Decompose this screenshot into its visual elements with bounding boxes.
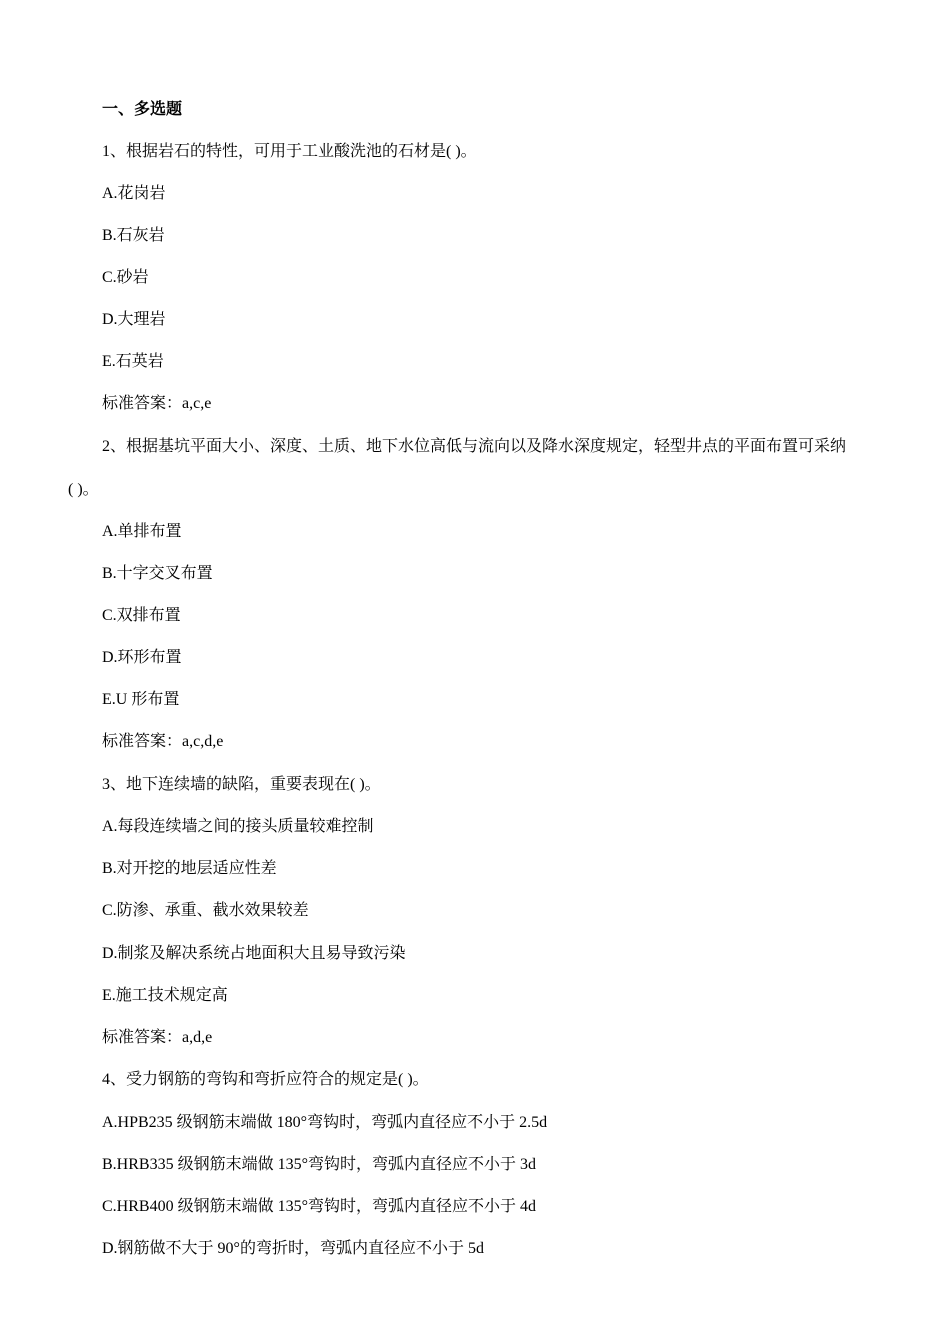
question-2-option-e: E.U 形布置 (102, 691, 180, 708)
question-3-option-b: B.对开挖的地层适应性差 (102, 860, 277, 877)
question-1-option-e: E.石英岩 (102, 353, 164, 370)
question-2-option-d: D.环形布置 (102, 649, 182, 666)
question-3-option-c: C.防渗、承重、截水效果较差 (102, 902, 309, 919)
question-3-option-e: E.施工技术规定高 (102, 987, 228, 1004)
question-4-option-c: C.HRB400 级钢筋末端做 135°弯钩时，弯弧内直径应不小于 4d (102, 1198, 536, 1215)
question-4-option-d: D.钢筋做不大于 90°的弯折时，弯弧内直径应不小于 5d (102, 1240, 484, 1257)
section-title: 一、多选题 (102, 101, 183, 118)
question-1-answer: 标准答案：a,c,e (102, 395, 212, 412)
question-4-option-b: B.HRB335 级钢筋末端做 135°弯钩时，弯弧内直径应不小于 3d (102, 1156, 536, 1173)
question-2-stem-line2: ( )。 (68, 481, 99, 498)
question-1-option-b: B.石灰岩 (102, 227, 165, 244)
question-2-option-a: A.单排布置 (102, 523, 182, 540)
question-4-option-a: A.HPB235 级钢筋末端做 180°弯钩时，弯弧内直径应不小于 2.5d (102, 1114, 548, 1131)
question-2-stem-line1: 2、根据基坑平面大小、深度、土质、地下水位高低与流向以及降水深度规定，轻型井点的平面布置可采纳 (102, 438, 847, 455)
question-2-option-c: C.双排布置 (102, 607, 181, 624)
question-3-stem: 3、地下连续墙的缺陷，重要表现在( )。 (102, 776, 381, 793)
question-2-answer: 标准答案：a,c,d,e (102, 733, 224, 750)
question-1-option-a: A.花岗岩 (102, 185, 166, 202)
question-1-option-d: D.大理岩 (102, 311, 166, 328)
question-1-stem: 1、根据岩石的特性，可用于工业酸洗池的石材是( )。 (102, 143, 477, 160)
question-3-answer: 标准答案：a,d,e (102, 1029, 213, 1046)
question-4-stem: 4、受力钢筋的弯钩和弯折应符合的规定是( )。 (102, 1071, 429, 1088)
question-3-option-a: A.每段连续墙之间的接头质量较难控制 (102, 818, 374, 835)
question-3-option-d: D.制浆及解决系统占地面积大且易导致污染 (102, 945, 406, 962)
question-1-option-c: C.砂岩 (102, 269, 149, 286)
question-2-option-b: B.十字交叉布置 (102, 565, 213, 582)
